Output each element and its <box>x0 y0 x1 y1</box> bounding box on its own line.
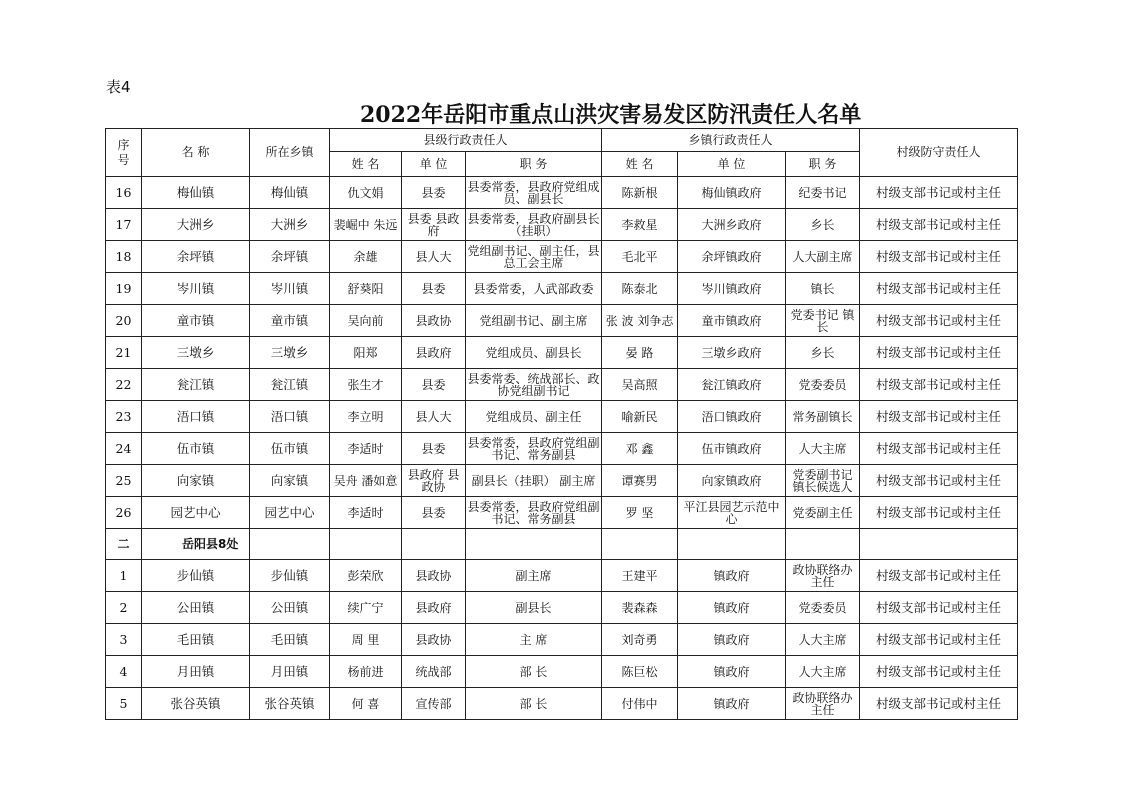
village-responsible: 村级支部书记或村主任 <box>860 497 1018 529</box>
township-unit: 镇政府 <box>678 624 786 656</box>
township-duty: 党委副主任 <box>786 497 860 529</box>
county-person: 阳郑 <box>330 337 402 369</box>
county-duty: 部 长 <box>466 656 602 688</box>
row-number: 26 <box>106 497 142 529</box>
county-duty: 县委常委，县政府副县长（挂职） <box>466 209 602 241</box>
county-person: 裴崛中 朱远 <box>330 209 402 241</box>
county-duty: 部 长 <box>466 688 602 720</box>
row-town: 岑川镇 <box>250 273 330 305</box>
village-responsible: 村级支部书记或村主任 <box>860 337 1018 369</box>
table-row <box>106 177 1018 209</box>
county-unit: 县人大 <box>402 241 466 273</box>
row-town: 园艺中心 <box>250 497 330 529</box>
table-row <box>106 656 1018 688</box>
county-unit: 县政协 <box>402 305 466 337</box>
township-person: 陈新根 <box>602 177 678 209</box>
table-row <box>106 624 1018 656</box>
township-duty: 常务副镇长 <box>786 401 860 433</box>
village-responsible: 村级支部书记或村主任 <box>860 305 1018 337</box>
county-person: 仇文娟 <box>330 177 402 209</box>
county-unit: 县政协 <box>402 560 466 592</box>
township-person: 陈泰北 <box>602 273 678 305</box>
township-person: 邓 鑫 <box>602 433 678 465</box>
county-person: 杨前进 <box>330 656 402 688</box>
village-responsible: 村级支部书记或村主任 <box>860 624 1018 656</box>
township-duty: 人大副主席 <box>786 241 860 273</box>
county-duty: 副县长 <box>466 592 602 624</box>
county-duty: 党组成员、副主任 <box>466 401 602 433</box>
township-duty: 纪委书记 <box>786 177 860 209</box>
county-unit: 县委 <box>402 273 466 305</box>
county-unit: 县委 <box>402 433 466 465</box>
header-town-duty: 职 务 <box>786 152 860 177</box>
village-responsible: 村级支部书记或村主任 <box>860 465 1018 497</box>
row-town: 浯口镇 <box>250 401 330 433</box>
township-unit: 平江县园艺示范中心 <box>678 497 786 529</box>
county-person: 舒葵阳 <box>330 273 402 305</box>
row-town: 月田镇 <box>250 656 330 688</box>
county-unit: 宣传部 <box>402 688 466 720</box>
table-row <box>106 337 1018 369</box>
township-person: 罗 坚 <box>602 497 678 529</box>
village-responsible: 村级支部书记或村主任 <box>860 273 1018 305</box>
village-responsible: 村级支部书记或村主任 <box>860 656 1018 688</box>
row-name: 公田镇 <box>142 592 250 624</box>
county-person: 吴向前 <box>330 305 402 337</box>
township-duty: 党委委员 <box>786 592 860 624</box>
township-person: 王建平 <box>602 560 678 592</box>
township-person: 晏 路 <box>602 337 678 369</box>
township-person: 裴森森 <box>602 592 678 624</box>
row-name: 园艺中心 <box>142 497 250 529</box>
header-village: 村级防守责任人 <box>860 129 1018 177</box>
county-unit: 县人大 <box>402 401 466 433</box>
township-unit: 瓮江镇政府 <box>678 369 786 401</box>
township-unit: 伍市镇政府 <box>678 433 786 465</box>
village-responsible: 村级支部书记或村主任 <box>860 433 1018 465</box>
row-town: 张谷英镇 <box>250 688 330 720</box>
county-duty: 党组副书记、副主任，县总工会主席 <box>466 241 602 273</box>
row-town: 伍市镇 <box>250 433 330 465</box>
table-row <box>106 209 1018 241</box>
county-duty: 党组成员、副县长 <box>466 337 602 369</box>
village-responsible: 村级支部书记或村主任 <box>860 560 1018 592</box>
county-person: 李适时 <box>330 497 402 529</box>
section-number: 二 <box>106 529 142 560</box>
county-duty: 县委常委、统战部长、政协党组副书记 <box>466 369 602 401</box>
row-name: 三墩乡 <box>142 337 250 369</box>
table-row <box>106 369 1018 401</box>
township-unit: 镇政府 <box>678 560 786 592</box>
county-unit: 县政府 <box>402 337 466 369</box>
county-unit: 统战部 <box>402 656 466 688</box>
township-person: 刘奇勇 <box>602 624 678 656</box>
row-number: 1 <box>106 560 142 592</box>
header-name: 名 称 <box>142 129 250 177</box>
table-row <box>106 241 1018 273</box>
row-name: 余坪镇 <box>142 241 250 273</box>
township-duty: 人大主席 <box>786 433 860 465</box>
row-number: 16 <box>106 177 142 209</box>
township-unit: 岑川镇政府 <box>678 273 786 305</box>
header-town-person: 姓 名 <box>602 152 678 177</box>
township-duty: 镇长 <box>786 273 860 305</box>
village-responsible: 村级支部书记或村主任 <box>860 401 1018 433</box>
village-responsible: 村级支部书记或村主任 <box>860 369 1018 401</box>
county-person: 李立明 <box>330 401 402 433</box>
township-person: 毛北平 <box>602 241 678 273</box>
header-town-unit: 单 位 <box>678 152 786 177</box>
county-person: 周 里 <box>330 624 402 656</box>
county-person: 吴舟 潘如意 <box>330 465 402 497</box>
row-number: 5 <box>106 688 142 720</box>
township-duty: 党委书记 镇 长 <box>786 305 860 337</box>
row-name: 月田镇 <box>142 656 250 688</box>
county-duty: 主 席 <box>466 624 602 656</box>
county-duty: 县委常委，人武部政委 <box>466 273 602 305</box>
table-row <box>106 465 1018 497</box>
county-person: 续广宁 <box>330 592 402 624</box>
header-county-duty: 职 务 <box>466 152 602 177</box>
township-person: 谭赛男 <box>602 465 678 497</box>
row-number: 2 <box>106 592 142 624</box>
table-row <box>106 273 1018 305</box>
county-duty: 副县长（挂职） 副主席 <box>466 465 602 497</box>
county-unit: 县委 县政府 <box>402 209 466 241</box>
county-unit: 县委 <box>402 369 466 401</box>
table-row <box>106 401 1018 433</box>
row-town: 公田镇 <box>250 592 330 624</box>
township-unit: 向家镇政府 <box>678 465 786 497</box>
township-duty: 党委副书记 镇长候选人 <box>786 465 860 497</box>
county-person: 张生才 <box>330 369 402 401</box>
county-unit: 县政协 <box>402 624 466 656</box>
row-name: 步仙镇 <box>142 560 250 592</box>
county-unit: 县委 <box>402 497 466 529</box>
county-person: 何 喜 <box>330 688 402 720</box>
row-number: 4 <box>106 656 142 688</box>
row-name: 大洲乡 <box>142 209 250 241</box>
header-town: 所在乡镇 <box>250 129 330 177</box>
row-number: 17 <box>106 209 142 241</box>
township-person: 张 波 刘争志 <box>602 305 678 337</box>
township-person: 陈巨松 <box>602 656 678 688</box>
row-number: 24 <box>106 433 142 465</box>
township-unit: 余坪镇政府 <box>678 241 786 273</box>
table-number: 表4 <box>106 78 131 96</box>
row-number: 3 <box>106 624 142 656</box>
table-row <box>106 497 1018 529</box>
county-unit: 县委 <box>402 177 466 209</box>
village-responsible: 村级支部书记或村主任 <box>860 209 1018 241</box>
responsibility-table <box>105 128 1018 720</box>
county-duty: 县委常委，县政府党组副书记、常务副县 <box>466 433 602 465</box>
row-number: 18 <box>106 241 142 273</box>
county-person: 余雄 <box>330 241 402 273</box>
row-town: 童市镇 <box>250 305 330 337</box>
table-row <box>106 688 1018 720</box>
row-number: 19 <box>106 273 142 305</box>
document-title: 2022年岳阳市重点山洪灾害易发区防汛责任人名单 <box>360 102 862 128</box>
row-name: 向家镇 <box>142 465 250 497</box>
header-township-group: 乡镇行政责任人 <box>602 129 860 152</box>
county-unit: 县政府 县政协 <box>402 465 466 497</box>
row-name: 童市镇 <box>142 305 250 337</box>
county-duty: 县委常委，县政府党组成员、副县长 <box>466 177 602 209</box>
county-person: 彭荣欣 <box>330 560 402 592</box>
row-town: 三墩乡 <box>250 337 330 369</box>
township-unit: 镇政府 <box>678 656 786 688</box>
county-duty: 党组副书记、副主席 <box>466 305 602 337</box>
row-number: 23 <box>106 401 142 433</box>
row-town: 梅仙镇 <box>250 177 330 209</box>
township-person: 喻新民 <box>602 401 678 433</box>
township-duty: 政协联络办主任 <box>786 688 860 720</box>
county-unit: 县政府 <box>402 592 466 624</box>
row-name: 梅仙镇 <box>142 177 250 209</box>
row-town: 瓮江镇 <box>250 369 330 401</box>
section-name: 岳阳县8处 <box>142 529 250 560</box>
township-duty: 党委委员 <box>786 369 860 401</box>
header-county-group: 县级行政责任人 <box>330 129 602 152</box>
village-responsible: 村级支部书记或村主任 <box>860 177 1018 209</box>
township-unit: 大洲乡政府 <box>678 209 786 241</box>
row-number: 22 <box>106 369 142 401</box>
township-person: 吴高照 <box>602 369 678 401</box>
row-number: 21 <box>106 337 142 369</box>
row-town: 向家镇 <box>250 465 330 497</box>
township-unit: 童市镇政府 <box>678 305 786 337</box>
row-name: 岑川镇 <box>142 273 250 305</box>
township-duty: 乡长 <box>786 209 860 241</box>
county-duty: 县委常委，县政府党组副书记、常务副县 <box>466 497 602 529</box>
township-duty: 人大主席 <box>786 624 860 656</box>
header-county-person: 姓 名 <box>330 152 402 177</box>
section-row <box>106 529 1018 560</box>
table-row <box>106 592 1018 624</box>
row-town: 大洲乡 <box>250 209 330 241</box>
township-person: 付伟中 <box>602 688 678 720</box>
village-responsible: 村级支部书记或村主任 <box>860 592 1018 624</box>
header-seq: 序号 <box>106 129 142 177</box>
table-row <box>106 560 1018 592</box>
row-town: 毛田镇 <box>250 624 330 656</box>
county-person: 李适时 <box>330 433 402 465</box>
row-town: 步仙镇 <box>250 560 330 592</box>
table-row <box>106 433 1018 465</box>
row-name: 瓮江镇 <box>142 369 250 401</box>
township-duty: 政协联络办主任 <box>786 560 860 592</box>
row-name: 张谷英镇 <box>142 688 250 720</box>
township-unit: 梅仙镇政府 <box>678 177 786 209</box>
row-number: 25 <box>106 465 142 497</box>
township-person: 李救星 <box>602 209 678 241</box>
row-town: 余坪镇 <box>250 241 330 273</box>
village-responsible: 村级支部书记或村主任 <box>860 688 1018 720</box>
township-unit: 镇政府 <box>678 688 786 720</box>
table-row <box>106 305 1018 337</box>
row-name: 毛田镇 <box>142 624 250 656</box>
row-number: 20 <box>106 305 142 337</box>
township-unit: 浯口镇政府 <box>678 401 786 433</box>
county-duty: 副主席 <box>466 560 602 592</box>
township-duty: 人大主席 <box>786 656 860 688</box>
township-duty: 乡长 <box>786 337 860 369</box>
header-county-unit: 单 位 <box>402 152 466 177</box>
row-name: 浯口镇 <box>142 401 250 433</box>
township-unit: 三墩乡政府 <box>678 337 786 369</box>
township-unit: 镇政府 <box>678 592 786 624</box>
village-responsible: 村级支部书记或村主任 <box>860 241 1018 273</box>
row-name: 伍市镇 <box>142 433 250 465</box>
